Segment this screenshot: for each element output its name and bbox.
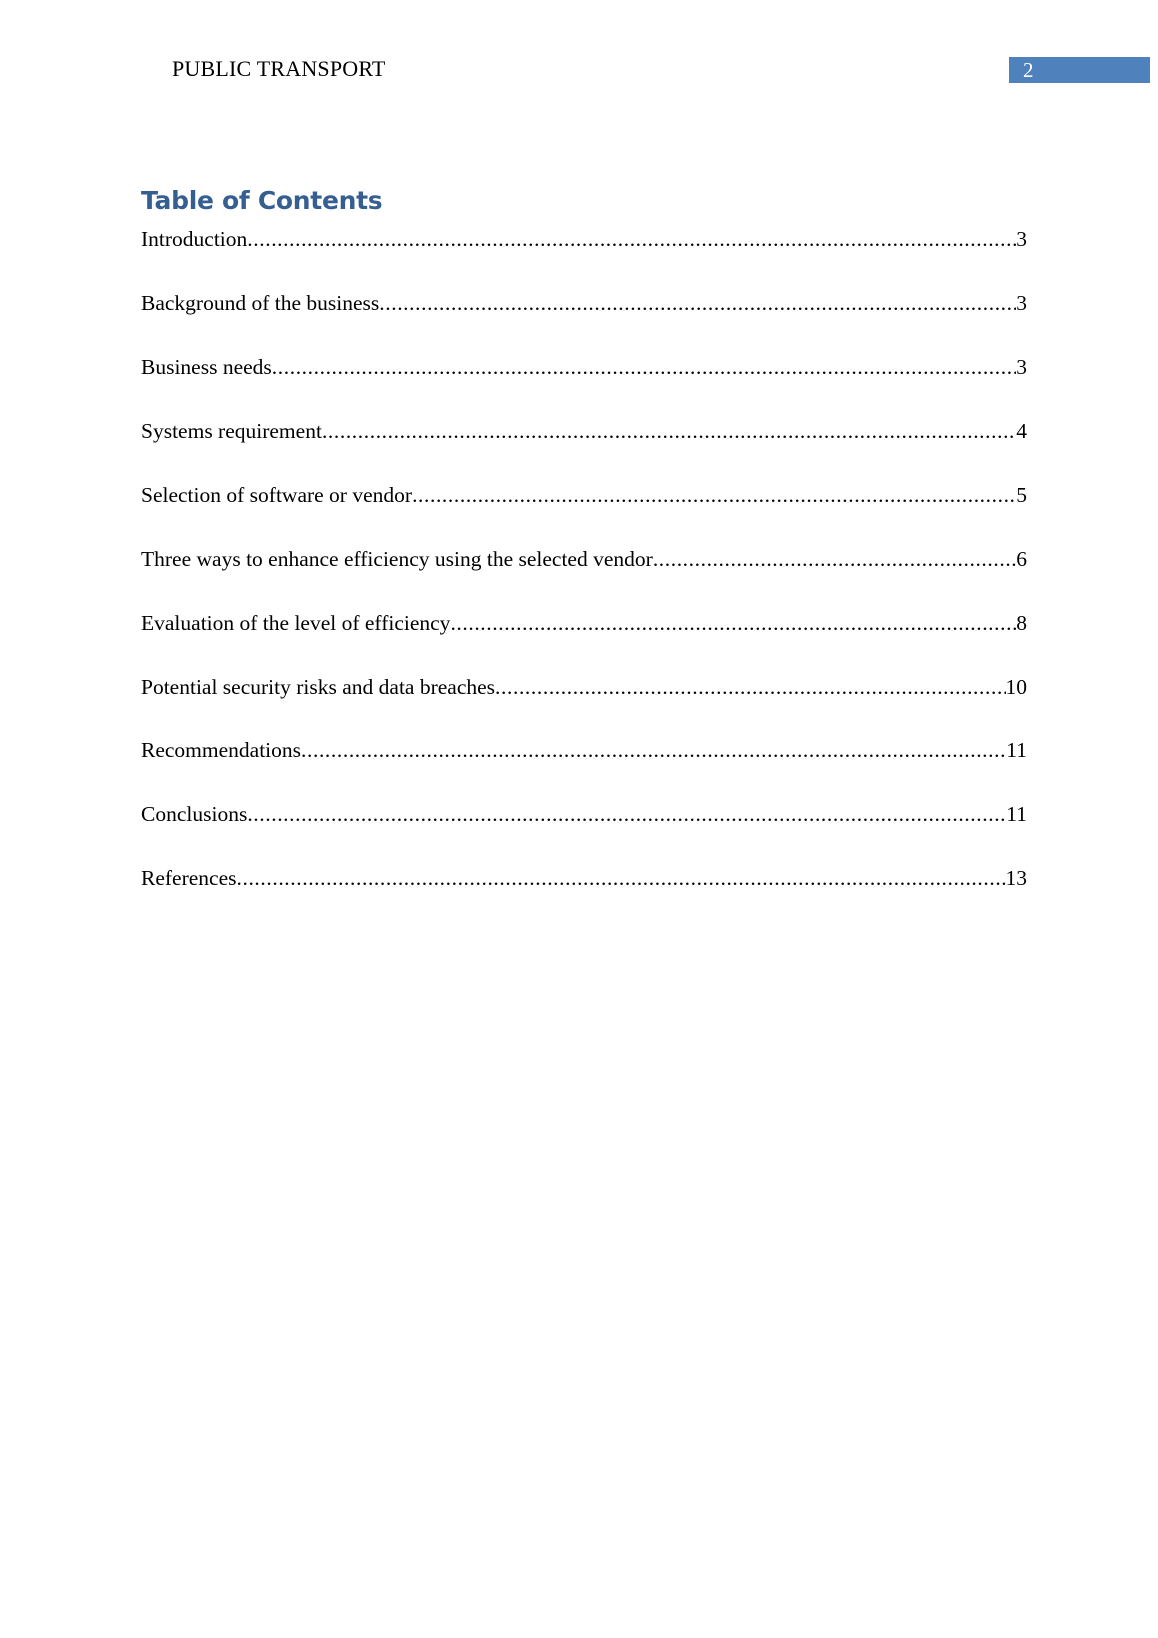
toc-entry-evaluation[interactable] [141,608,1027,672]
toc-entry-three-ways[interactable] [141,544,1027,608]
toc-entry-title: Three ways to enhance efficiency using the selected vendor [141,547,653,571]
running-header-title: PUBLIC TRANSPORT [172,56,386,81]
dot-leader [301,735,1006,765]
toc-entry-page: 3 [1016,291,1027,315]
toc-entry-page: 10 [1005,674,1027,699]
toc-entry-page: 8 [1016,610,1027,635]
toc-entry-title: Business needs [141,355,272,379]
dot-leader [237,863,1006,893]
dot-leader [653,544,1016,574]
toc-entry-title: Conclusions [141,802,248,827]
dot-leader [247,224,1016,254]
toc-entry-security-risks[interactable] [141,672,1027,736]
toc-entry-business-needs[interactable] [141,352,1027,416]
toc-entry-page: 3 [1016,227,1027,251]
toc-entry-title: Selection of software or vendor [141,483,413,507]
dot-leader [379,288,1016,318]
toc-entry-page: 6 [1016,547,1027,571]
toc-entry-selection-of-software[interactable] [141,480,1027,544]
dot-leader [450,608,1016,638]
dot-leader [495,672,1005,702]
dot-leader [412,480,1016,510]
toc-entry-page: 13 [1005,865,1027,890]
toc-entry-page: 11 [1006,738,1027,763]
toc-entry-title: Systems requirement [141,419,322,443]
toc-entry-page: 11 [1006,802,1027,827]
toc-entry-references[interactable] [141,863,1027,927]
toc-entry-page: 5 [1016,483,1027,507]
toc-entry-title: References [141,865,237,890]
toc-entry-systems-requirement[interactable] [141,416,1027,480]
toc-entry-title: Recommendations [141,738,302,763]
toc-entry-page: 4 [1016,419,1027,443]
toc-entry-title: Background of the business [141,291,380,315]
toc-entry-title: Evaluation of the level of efficiency [141,610,451,635]
page-number-badge [1009,57,1150,83]
dot-leader [272,352,1016,382]
toc-entry-recommendations[interactable] [141,735,1027,799]
toc-entry-background[interactable] [141,288,1027,352]
dot-leader [247,799,1006,829]
toc-entry-conclusions[interactable] [141,799,1027,863]
toc-heading: Table of Contents [141,186,383,215]
toc-entry-page: 3 [1016,355,1027,379]
toc-entry-introduction[interactable] [141,224,1027,288]
dot-leader [322,416,1016,446]
toc-entry-title: Introduction [141,227,248,251]
toc-entry-title: Potential security risks and data breaches [141,674,496,699]
page-number: 2 [1023,58,1034,82]
toc-list [141,224,1027,927]
